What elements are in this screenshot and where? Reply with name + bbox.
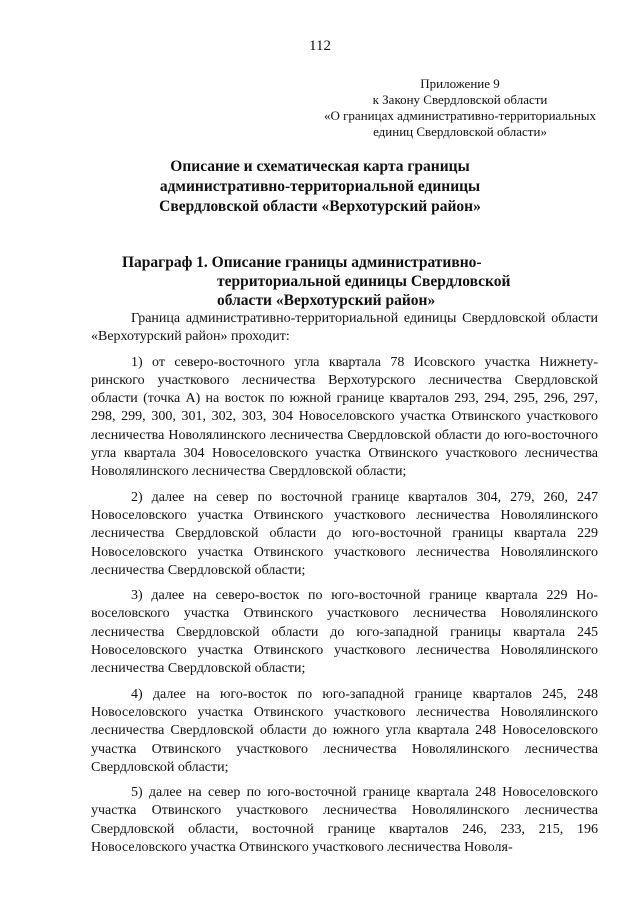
paragraph-heading-line: Параграф 1. Описание границы административно- (122, 254, 482, 271)
appendix-line: к Закону Свердловской области (372, 92, 548, 107)
document-title (100, 157, 540, 217)
appendix-line: единиц Свердловской области» (373, 124, 547, 139)
appendix-line: Приложение 9 (420, 76, 500, 91)
title-line: административно-территориальной единицы (159, 178, 481, 195)
appendix-block (310, 76, 610, 140)
boundary-item-5: 5) далее на север по юго-восточной границе квартала 248 Новоселовского участка Отвинского участкового лесничества Новолялинского лесничества Свердловской области, восточной границе кварталов 246, 233, 215, 196 Новоселовского участка Отвинского участкового лесничества Новоля- (91, 785, 598, 856)
title-line: Описание и схематическая карта границы (170, 158, 470, 175)
boundary-item-4: 4) далее на юго-восток по юго-западной границе кварталов 245, 248 Новоселовского участка Отвинского участкового лесничества Новолялинского лесничества Свердловской области до южного угла квартала 248 Новоселовского участка Отвинского участкового лесничества Новолялинского лесничества Свердловской области; (91, 686, 598, 775)
paragraph-heading (122, 253, 542, 310)
paragraph-heading-line: области «Верхотурский район» (217, 292, 436, 309)
boundary-item-3: 3) далее на северо-восток по юго-восточной границе квартала 229 Новоселовского участка Отвинского участкового лесничества Новолялинского лесничества Свердловской области до юго-западной границы квартала 245 Новоселовского участка Отвинского участкового лесничества Новолялинского лесничества Свердловской области; (91, 588, 598, 677)
paragraph-heading-line: территориальной единицы Свердловской (217, 273, 511, 290)
boundary-item-1: 1) от северо-восточного угла квартала 78 Исовского участка Нижнетуринского участкового лесничества Верхотурского лесничества Свердловской области (точка А) на восток по южной границе кварталов 293, 294, 295, 296, 297, 298, 299, 300, 301, 302, 303, 304 Новоселовского участка Отвинского участкового лесничества Новолялинского лесничества Свердловской области до юго-восточного угла квартала 304 Новоселовского участка Отвинского участкового лесничества Новолялинского лесничества Свердловской области; (91, 354, 598, 480)
title-line: Свердловской области «Верхотурский район» (159, 198, 481, 215)
appendix-line: «О границах административно-территориальных (323, 108, 597, 123)
page-number: 112 (309, 38, 331, 54)
body-text (91, 310, 598, 864)
intro-paragraph: Граница административно-территориальной единицы Свердловской области «Верхотурский район» проходит: (91, 311, 598, 345)
boundary-item-2: 2) далее на север по восточной границе кварталов 304, 279, 260, 247 Новоселовского участка Отвинского участкового лесничества Новолялинского лесничества Свердловской области до юго-восточной границы квартала 229 Новоселовского участка Отвинского участкового лесничества Новолялинского лесничества Свердловской области; (91, 489, 598, 578)
